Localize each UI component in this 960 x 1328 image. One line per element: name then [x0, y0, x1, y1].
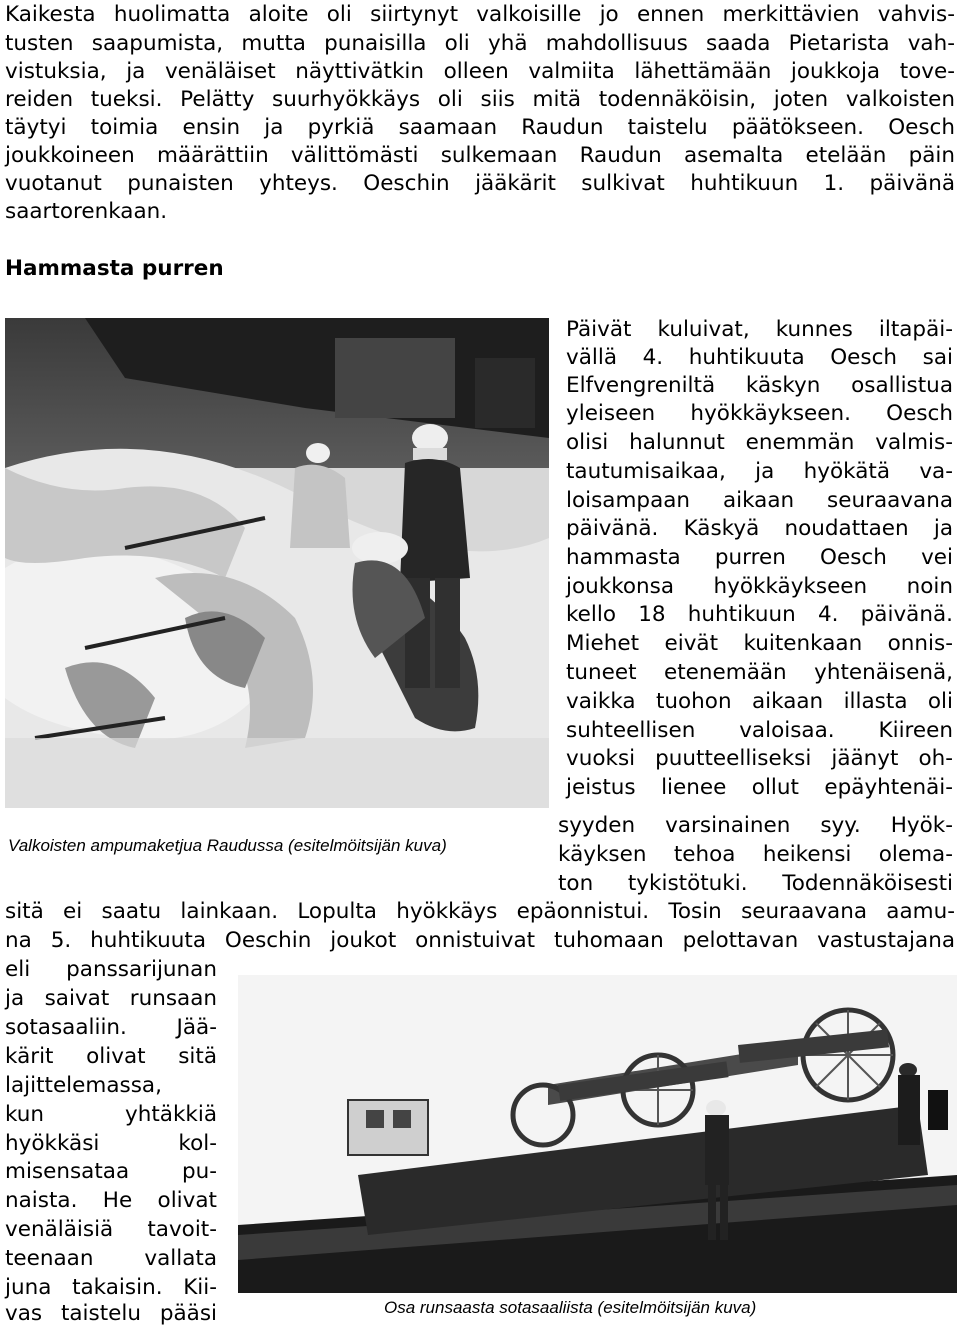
right-column-line: vällä 4. huhtikuuta Oesch sai [566, 345, 953, 370]
photo-war-booty-caption: Osa runsaasta sotasaaliista (esitelmöitsijän kuva) [384, 1298, 757, 1317]
right-column-line: kello 18 huhtikuun 4. päivänä. [566, 602, 953, 627]
right-column-line: päivänä. Käskyä noudattaen ja [566, 516, 953, 541]
right-column-line: yleiseen hyökkäykseen. Oesch [566, 401, 953, 426]
right-column-line: Päivät kuluivat, kunnes iltapäi- [566, 317, 953, 342]
left-column-line: kärit olivat sitä [5, 1044, 217, 1069]
left-column-line: kun yhtäkkiä [5, 1102, 217, 1127]
left-column-line: teenaan vallata [5, 1246, 217, 1271]
right-column-line: Elfvengreniltä käskyn osallistua [566, 373, 953, 398]
left-column-line: hyökkäsi kol- [5, 1131, 217, 1156]
intro-line: vuotanut punaisten yhteys. Oeschin jääkärit sulkivat huhtikuun 1. päivänä [5, 171, 955, 196]
section-heading: Hammasta purren [5, 256, 224, 281]
left-column-line: vas taistelu pääsi [5, 1301, 217, 1326]
left-column-line: juna takaisin. Kii- [5, 1275, 217, 1300]
right-column-line: hammasta purren Oesch vei [566, 545, 953, 570]
right-column-line: olisi halunnut enemmän valmis- [566, 430, 953, 455]
intro-line: reiden tueksi. Pelätty suurhyökkäys oli siis mitä todennäköisin, joten valkoisten [5, 87, 955, 112]
left-column-line: ja saivat runsaan [5, 986, 217, 1011]
photo-firing-line [5, 318, 549, 808]
left-column-line: sotasaaliin. Jää- [5, 1015, 217, 1040]
right-column-line: tautumisaikaa, ja hyökätä va- [566, 459, 953, 484]
body-line: sitä ei saatu lainkaan. Lopulta hyökkäys epäonnistui. Tosin seuraavana aamu- [5, 899, 955, 924]
intro-line: saartorenkaan. [5, 199, 168, 224]
intro-line: täytyi toimia ensin ja pyrkiä saamaan Raudun taistelu päätökseen. Oesch [5, 115, 955, 140]
right-column-line: vuoksi puutteelliseksi jäänyt oh- [566, 746, 953, 771]
left-column-line: eli panssarijunan [5, 957, 217, 982]
intro-line: vistuksia, ja venäläiset näyttivätkin olleen valmiita lähettämään joukkoja tove- [5, 59, 955, 84]
intro-line: Kaikesta huolimatta aloite oli siirtynyt valkoisille jo ennen merkittävien vahvis- [5, 2, 955, 27]
photo-firing-line-caption: Valkoisten ampumaketjua Raudussa (esitelmöitsijän kuva) [8, 836, 447, 855]
right-column-line: loisampaan aikaan seuraavana [566, 488, 953, 513]
photo-war-booty-image [238, 975, 957, 1293]
right-column-line: tuneet etenemään yhtenäisenä, [566, 660, 953, 685]
right-column-line: joukkonsa hyökkäykseen noin [566, 574, 953, 599]
right-column-line: vaikka tuohon aikaan illasta oli [566, 689, 953, 714]
right-column-line: suhteellisen valoisaa. Kiireen [566, 718, 953, 743]
right-column-line: ton tykistötuki. Todennäköisesti [558, 871, 953, 896]
left-column-line: lajittelemassa, [5, 1073, 162, 1098]
right-column-line: jeistus lienee ollut epäyhtenäi- [566, 775, 953, 800]
photo-firing-line-image [5, 318, 549, 808]
left-column-line: naista. He olivat [5, 1188, 217, 1213]
photo-war-booty [238, 975, 957, 1293]
intro-line: joukkoineen määrättiin välittömästi sulkemaan Raudun asemalta etelään päin [5, 143, 955, 168]
intro-line: tusten saapumista, mutta punaisilla oli yhä mahdollisuus saada Pietarista vah- [5, 31, 955, 56]
left-column-line: misensataa pu- [5, 1159, 217, 1184]
left-column-line: venäläisiä tavoit- [5, 1217, 217, 1242]
right-column-line: käyksen tehoa heikensi olema- [558, 842, 953, 867]
body-line: na 5. huhtikuuta Oeschin joukot onnistuivat tuhomaan pelottavan vastustajana [5, 928, 955, 953]
right-column-line: syyden varsinainen syy. Hyök- [558, 813, 953, 838]
right-column-line: Miehet eivät kuitenkaan onnis- [566, 631, 953, 656]
